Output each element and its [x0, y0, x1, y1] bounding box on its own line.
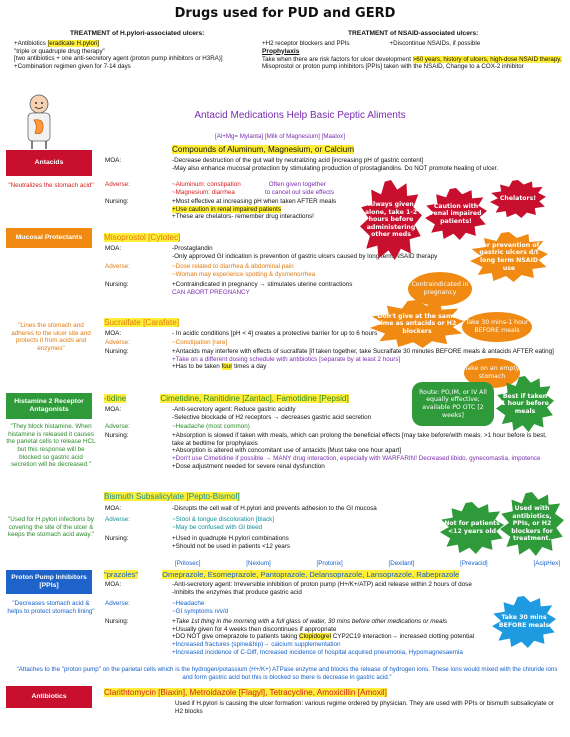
antacid-drug-name: Compounds of Aluminum, Magnesium, or Calcium — [172, 145, 355, 154]
antibiotics-note: Used if H.pylori is causing the ulcer formation: various regime ordered by physician. They are used with PPIs or bismuth subsalicylate or H2 blocks — [175, 700, 554, 715]
antacid-nursing: +Most effective at increasing pH when taken AFTER meals +Use caution in renal impaired patients +These are chelators- remember drug interactions! — [172, 198, 337, 221]
callout-route: Route: PO,IM, or IV All equally effective; available PO OTC [2 weeks] — [412, 382, 494, 426]
bismuth-moa: -Disrupts the cell wall of H.pylori and prevents adhesion to the GI mucosa — [172, 505, 377, 512]
h2-moa: -Anti-secretory agent: Reduce gastric acidity -Selective blockade of H2 receptors → decreases gastric acid secretion — [172, 406, 372, 421]
moa-label: MOA: — [105, 505, 122, 512]
adverse-label: Adverse: — [105, 263, 130, 270]
nsaid-block: +H2 receptor blockers and PPIs +Discontinue NSAIDs, if possible Prophylaxis Take when there are risk factors for ulcer development >60 years, history of ulcers, high-dose NSAID therapy. Misoprostol or proton pump inhibitors [PPIs] taken with the NSAID, Change to a COX-2 inhibitor — [262, 40, 562, 71]
callout-prevention: For prevention of gastric ulcers d/t long term NSAID use — [470, 232, 548, 282]
bismuth-drug-name: Bismuth Subsalicylate [Pepto-Bismol] — [104, 492, 240, 501]
nsaid-heading: TREATMENT of NSAID-associated ulcers: — [348, 30, 479, 37]
antacid-brands: [Al+Mg= Mylanta] [Milk of Magnesium] [Maalox] — [215, 133, 345, 140]
nursing-label: Nursing: — [105, 432, 129, 439]
stomach-cartoon-icon — [16, 92, 62, 150]
nursing-label: Nursing: — [105, 535, 129, 542]
ppi-moa: -Anti-secretory agent: Irreversible inhibition of proton pump (H+/K+/ATP) acid release within 2 hours of dose -Inhibits the enzymes that produce gastric acid — [172, 581, 472, 596]
bismuth-adverse: ~Stool & tongue discoloration [black] ~May be confused with GI bleed — [172, 516, 275, 531]
ppi-side-note: "Decreases stomach acid & helps to protect stomach lining" — [7, 600, 95, 615]
hpylori-block: +Antibiotics [eradicate H.pylori] "triple or quadruple drug therapy" [two antibiotics + one anti-secretory agent (proton pump inhibitors or H3RA)] +Combination regimen given for 7-14 days — [14, 40, 223, 70]
sucralfate-adverse: ~Constipation [rare] — [172, 339, 228, 346]
moa-label: MOA: — [105, 245, 122, 252]
sucralfate-drug-name: Sucralfate [Carafate] — [104, 318, 180, 327]
adverse-label: Adverse: — [105, 181, 130, 188]
nursing-label: Nursing: — [105, 348, 129, 355]
callout-used-with: Used with antibiotics, PPIs, or H2 blockers for treatment. — [500, 492, 564, 556]
antibiotics-banner: Antibiotics — [6, 686, 92, 708]
callout-dont-give: Don't give at the same time as antacids or H2 blockers — [370, 300, 464, 348]
ppi-mechanism-note: "Attaches to the "proton pump" on the parietal cells which is the hydrogen/potassium (H+/K+) ATPase enzyme and blocks the release of hydrogen ions. These ions would mixed with the chloride ions and form gastric acid but this is blocked so there is decrease in gastric acid." — [16, 666, 558, 681]
callout-not-for-12: Not for patients <12 years old — [440, 502, 504, 554]
mucosal-moa: -Prostaglandin -Only approved GI indication is prevention of gastric ulcers caused by long term NSAID therapy — [172, 245, 438, 260]
h2-suffix: -tidine — [104, 394, 127, 403]
nursing-label: Nursing: — [105, 618, 129, 625]
callout-best-if: Best if taken 1 hour before meals — [496, 376, 554, 432]
adverse-label: Adverse: — [105, 423, 130, 430]
adverse-label: Adverse: — [105, 339, 130, 346]
mucosal-nursing: +Contraindicated in pregnancy → stimulates uterine contractions CAN ABORT PREGNANCY — [172, 281, 353, 296]
ppi-suffix: "prazoles" — [104, 570, 139, 579]
subtitle: Antacid Medications Help Basic Peptic Aliments — [194, 110, 406, 121]
moa-label: MOA: — [105, 157, 122, 164]
antacid-moa: -Decrease destruction of the gut wall by neutralizing acid [increasing pH of gastric content] -May also enhance mucosal protection by stimulating production of prostaglandins. Do NOT promote healing of ulcer. — [172, 157, 499, 172]
h2-side-note: "They block histamine. When histamine is released it causes the parietal cells to release HCL but this response will be blocked so gastric acid secretion will be decreased." — [6, 423, 96, 469]
misoprostol-drug-name: Misoprostol [Cytotec] — [104, 233, 181, 242]
ppi-adverse: ~Headache ~GI symptoms n/v/d — [172, 600, 229, 615]
antibiotic-drug-names: Clarithtomycin [Biaxin], Metroidazole [Flagyl], Tetracycline, Amoxicillin [Amoxil] — [104, 688, 387, 697]
antacid-adverse: ~Aluminum: constipation Often given together ~Magnesium: diarrhea to cancel out side effects — [172, 181, 335, 196]
h2-banner: Histamine 2 Receptor Antagonists — [6, 393, 92, 419]
callout-take30-before: Take 30 mins-1 hour BEFORE meals — [462, 312, 532, 342]
adverse-label: Adverse: — [105, 600, 130, 607]
nursing-label: Nursing: — [105, 198, 129, 205]
mucosal-adverse: ~Dose related to diarrhea & abdominal pain ~Woman may experience spotting & dysmenorrhea — [172, 263, 316, 278]
moa-label: MOA: — [105, 406, 122, 413]
bismuth-side-note: "Used for H.pylori infections by covering the site of the ulcer & keeps the stomach acid away." — [7, 516, 95, 539]
ppi-brands: [Prilosec] [Nexium] [Protonix] [Dexilant] [Prevacid] [AcipHex] — [175, 560, 560, 567]
h2-drug-names: Cimetidine, Ranitidine [Zantac], Famotidine [Pepsid] — [160, 394, 349, 403]
callout-always-alone: Always given alone, take 1-2 hours before administering other meds — [360, 180, 422, 260]
callout-take30-ppi: Take 30 mins BEFORE meals — [492, 596, 556, 648]
ppi-drug-names: Omeprazole, Esomeprazole, Pantoprazole, Delansoprazole, Lansoprazole, Rabeprazole — [162, 570, 460, 579]
sucralfate-side-note: "Lines the stomach and adheres to the ulcer site and protects it from acids and enzymes" — [11, 322, 91, 353]
adverse-label: Adverse: — [105, 516, 130, 523]
nursing-label: Nursing: — [105, 281, 129, 288]
page-title: Drugs used for PUD and GERD — [174, 6, 396, 21]
hpylori-heading: TREATMENT of H.pylori-associated ulcers: — [70, 30, 205, 37]
moa-label: MOA: — [105, 330, 122, 337]
callout-caution-renal: Caution with renal impaired patients! — [425, 188, 487, 240]
callout-contra-pregnancy: Contraindicated in pregnancy — [408, 272, 472, 306]
sucralfate-moa: - In acidic conditions [pH < 4] creates a protective barrier for up to 6 hours — [172, 330, 378, 337]
ppi-banner: Proton Pump Inhibitors [PPIs] — [6, 570, 92, 594]
antacids-side-note: "Neutralizes the stomach acid" — [8, 182, 94, 189]
antacids-banner: Antacids — [6, 150, 92, 176]
h2-nursing: +Absorption is slowed if taken with meals, which can prolong the beneficial effects [may take before/with meals. >1 hour before is best, take at bedtime for prophylaxis +Absorption is altered with concomitant use of antacids [Must take one hour apart] +Don't use Cimetidine if possible → MANY drug interaction, especially with WARFARIN! Decreased libido, gynecomastia, impotence +Dose adjustment needed for severe renal dysfunction — [172, 432, 547, 470]
h2-adverse: ~Headache (most common) — [172, 423, 250, 430]
ppi-nursing: +Take 1st thing in the morning with a full glass of water, 30 mins before other medications or meals +Usually given for 4 weeks then discontinues if appropriate +DO NOT give omeprazole to patients taking Clopidogrel CYP2C19 interaction→ increased clotting potential +Increased fractures (spine&hip)→ calcium supplementation +Increased incidence of C-Diff, Increased incidence of hospital acquired pneumonia, Hypomagnesaemia — [172, 618, 475, 656]
sucralfate-nursing: +Antacids may interfere with effects of sucralfate [if taken together, take Sucralfate 30 minutes BEFORE meals & antacids AFTER eating] +Take on a different dosing schedule with antibiotics [separate by at least 2 hours] +Has to be taken four times a day — [172, 348, 554, 371]
callout-empty-stomach: Take on an empty stomach — [464, 358, 520, 388]
moa-label: MOA: — [105, 581, 122, 588]
bismuth-nursing: +Used in quadruple H.pylori combinations +Should not be used in patients <12 years — [172, 535, 290, 550]
callout-chelators: Chelators! — [490, 180, 546, 218]
mucosal-banner: Mucosal Protectants — [6, 228, 92, 248]
